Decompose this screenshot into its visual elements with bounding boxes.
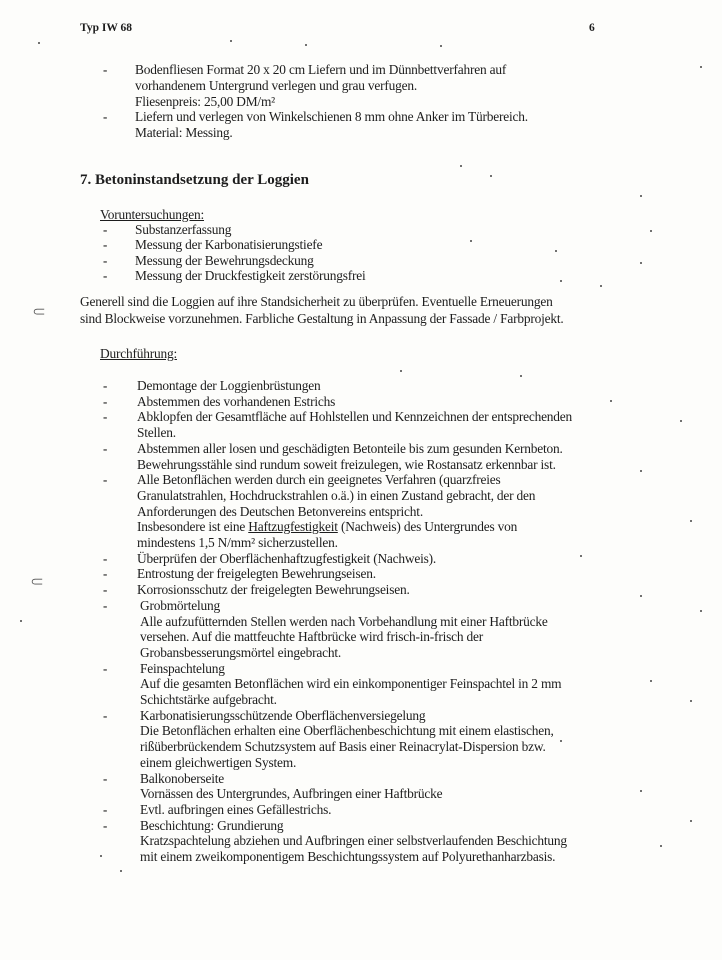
scan-speck (38, 42, 40, 44)
scan-speck (560, 740, 562, 742)
bullet-dash: - (103, 566, 108, 582)
text-line: Korrosionsschutz der freigelegten Bewehrungseisen. (137, 582, 410, 598)
text-line: Bodenfliesen Format 20 x 20 cm Liefern und im Dünnbettverfahren auf (135, 62, 507, 77)
scan-speck (700, 610, 702, 612)
text-segment: (Nachweis) des Untergrundes von (337, 519, 518, 535)
text-line: Abstemmen des vorhandenen Estrichs (137, 393, 336, 409)
text-line: Vornässen des Untergrundes, Aufbringen einer Haftbrücke (140, 786, 443, 802)
text-line: Entrostung der freigelegten Bewehrungseisen. (137, 566, 376, 582)
bullet-dash: - (103, 817, 108, 833)
execution-label: Durchführung: (100, 346, 177, 361)
text-line: rißüberbrückendem Schutzsystem auf Basis einer Reinacrylat-Dispersion bzw. (140, 739, 546, 755)
text-line: einem gleichwertigen System. (140, 754, 297, 770)
text-line: Die Betonflächen erhalten eine Oberflächenbeschichtung mit einem elastischen, (140, 723, 554, 739)
scan-speck (400, 370, 402, 372)
scan-speck (460, 165, 462, 167)
text-line: Abklopfen der Gesamtfläche auf Hohlstellen und Kennzeichnen der entsprechenden (137, 409, 573, 425)
bullet-dash: - (103, 109, 108, 125)
scan-speck (660, 845, 662, 847)
scan-speck (520, 375, 522, 377)
text-line: Stellen. (137, 425, 176, 441)
text-line: Alle aufzufütternden Stellen werden nach Vorbehandlung mit einer Haftbrücke (140, 613, 548, 629)
bullet-dash: - (103, 222, 108, 237)
text-line: Alle Betonflächen werden durch ein geeignetes Verfahren (quarzfreies (137, 472, 501, 488)
text-line: Messung der Karbonatisierungstiefe (135, 237, 323, 253)
page-number: 6 (589, 22, 595, 34)
text-line: Granulatstrahlen, Hochdruckstrahlen o.ä.) in einen Zustand gebracht, der den (137, 487, 536, 503)
scan-speck (640, 195, 642, 197)
scan-speck (680, 420, 682, 422)
text-line: Bewehrungsstähle sind rundum soweit freizulegen, wie Rostansatz erkennbar ist. (137, 456, 556, 472)
bullet-dash: - (103, 582, 108, 598)
text-line: mit einem zweikomponentigem Beschichtungssystem auf Polyurethanharzbasis. (140, 849, 556, 864)
bullet-dash: - (103, 440, 108, 456)
text-line: Kratzspachtelung abziehen und Aufbringen einer selbstverlaufenden Beschichtung (140, 833, 567, 849)
handwritten-mark-icon: ⸦ (30, 302, 48, 322)
scan-speck (640, 262, 642, 264)
scan-speck (230, 40, 232, 42)
text-line: Substanzerfassung (135, 222, 232, 237)
text-line: Liefern und verlegen von Winkelschienen 8 mm ohne Anker im Türbereich. (135, 109, 528, 125)
scan-speck (700, 66, 702, 68)
text-line: Überprüfen der Oberflächenhaftzugfestigkeit (Nachweis). (137, 550, 437, 566)
text-line: Demontage der Loggienbrüstungen (137, 378, 321, 393)
text-line: Grobansbesserungsmörtel eingebracht. (140, 644, 342, 660)
bullet-dash: - (103, 550, 108, 566)
bullet-dash: - (103, 393, 108, 409)
document-type: Typ IW 68 (80, 22, 132, 34)
text-line: Anforderungen des Deutschen Betonvereins entspricht. (137, 503, 423, 519)
bullet-dash: - (103, 252, 108, 268)
bullet-dash: - (103, 660, 108, 676)
section-number: 7. (80, 172, 92, 188)
scan-speck (640, 595, 642, 597)
pre-exam-label: Voruntersuchungen: (100, 207, 205, 222)
scan-speck (650, 680, 652, 682)
scan-speck (490, 175, 492, 177)
text-line: Beschichtung: Grundierung (140, 817, 284, 833)
scan-speck (640, 470, 642, 472)
bullet-dash: - (103, 707, 108, 723)
scan-speck (650, 230, 652, 232)
text-line: Grobmörtelung (140, 597, 220, 613)
text-line: vorhandenem Untergrund verlegen und grau verfugen. (135, 77, 418, 93)
bullet-dash: - (103, 409, 108, 425)
text-segment: Insbesondere ist eine (137, 519, 249, 535)
text-line: mindestens 1,5 N/mm² sicherzustellen. (137, 535, 338, 550)
text-line: Fliesenpreis: 25,00 DM/m² (135, 93, 275, 109)
handwritten-mark-icon: ⸦ (28, 572, 46, 592)
scan-speck (440, 45, 442, 47)
scan-speck (690, 520, 692, 522)
scan-speck (120, 870, 122, 872)
text-line: Abstemmen aller losen und geschädigten Betonteile bis zum gesunden Kernbeton. (137, 440, 563, 456)
text-line: Schichtstärke aufgebracht. (140, 692, 277, 707)
text-line: versehen. Auf die mattfeuchte Haftbrücke wird frisch-in-frisch der (140, 629, 483, 645)
scan-speck (690, 700, 692, 702)
text-line (137, 519, 517, 534)
scan-speck (100, 855, 102, 857)
scan-speck (305, 44, 307, 46)
scan-speck (560, 280, 562, 282)
bullet-dash: - (103, 597, 108, 613)
text-line: Generell sind die Loggien auf ihre Standsicherheit zu überprüfen. Eventuelle Erneuerungen (80, 294, 553, 309)
bullet-dash: - (103, 267, 108, 283)
underlined-term: Haftzugfestigkeit (248, 519, 338, 535)
bullet-dash: - (103, 770, 108, 786)
scan-speck (20, 620, 22, 622)
bullet-dash: - (103, 472, 108, 488)
scan-speck (610, 400, 612, 402)
text-line: Feinspachtelung (140, 660, 225, 676)
bullet-dash: - (103, 62, 108, 77)
text-line: Material: Messing. (135, 125, 233, 141)
bullet-dash: - (103, 378, 108, 393)
scan-speck (470, 240, 472, 242)
scan-speck (640, 790, 642, 792)
scan-speck (555, 250, 557, 252)
bullet-dash: - (103, 237, 108, 253)
text-line: Balkonoberseite (140, 770, 225, 786)
scan-speck (580, 555, 582, 557)
text-line: Messung der Druckfestigkeit zerstörungsfrei (135, 267, 366, 283)
bullet-dash: - (103, 801, 108, 817)
scan-speck (600, 285, 602, 287)
section-title: Betoninstandsetzung der Loggien (95, 172, 309, 188)
text-line: Karbonatisierungsschützende Oberflächenversiegelung (140, 707, 426, 723)
text-line: sind Blockweise vorzunehmen. Farbliche Gestaltung in Anpassung der Fassade / Farbprojekt. (80, 311, 564, 326)
text-line: Evtl. aufbringen eines Gefällestrichs. (140, 801, 332, 817)
text-line: Messung der Bewehrungsdeckung (135, 252, 314, 268)
scan-speck (690, 820, 692, 822)
section-heading (80, 172, 309, 189)
text-line: Auf die gesamten Betonflächen wird ein einkomponentiger Feinspachtel in 2 mm (140, 676, 562, 692)
